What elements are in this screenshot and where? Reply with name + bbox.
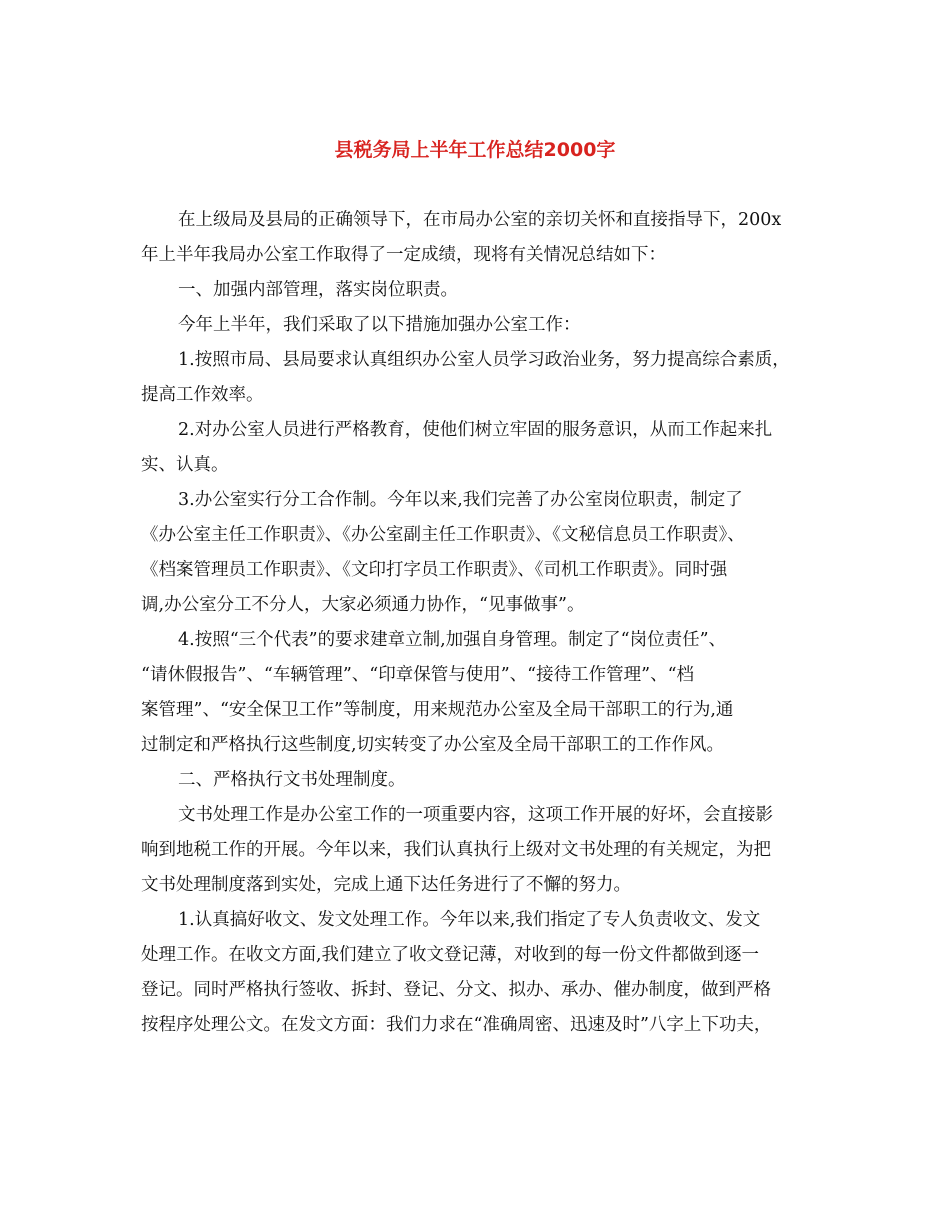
text-line: 二、严格执行文书处理制度。 [178, 770, 406, 790]
text-line: 调,办公室分工不分人，大家必须通力协作，“见事做事”。 [141, 595, 585, 615]
text-line: 响到地税工作的开展。今年以来，我们认真执行上级对文书处理的有关规定，为把 [141, 840, 771, 860]
text-line: 过制定和严格执行这些制度,切实转变了办公室及全局干部职工的工作作风。 [141, 735, 725, 755]
text-line: 按程序处理公文。在发文方面：我们力求在“准确周密、迅速及时”八字上下功夫， [141, 1015, 772, 1035]
text-line: “请休假报告”、“车辆管理”、“印章保管与使用”、“接待工作管理”、“档 [141, 665, 695, 685]
text-line: 4.按照“三个代表”的要求建章立制,加强自身管理。制定了“岗位责任”、 [178, 630, 727, 650]
text-line: 3.办公室实行分工合作制。今年以来,我们完善了办公室岗位职责，制定了 [178, 490, 743, 510]
text-line: 在上级局及县局的正确领导下，在市局办公室的亲切关怀和直接指导下，200x [178, 210, 782, 230]
text-line: 文书处理制度落到实处，完成上通下达任务进行了不懈的努力。 [141, 875, 631, 895]
text-line: 1.认真搞好收文、发文处理工作。今年以来,我们指定了专人负责收文、发文 [178, 910, 761, 930]
text-line: 年上半年我局办公室工作取得了一定成绩，现将有关情况总结如下： [141, 245, 666, 265]
text-line: 一、加强内部管理，落实岗位职责。 [178, 280, 458, 300]
text-line: 处理工作。在收文方面,我们建立了收文登记薄，对收到的每一份文件都做到逐一 [141, 945, 760, 965]
text-line: 《办公室主任工作职责》、《办公室副主任工作职责》、《文秘信息员工作职责》、 [141, 525, 745, 545]
document-body [141, 203, 831, 1043]
text-line: 《档案管理员工作职责》、《文印打字员工作职责》、《司机工作职责》。同时强 [141, 560, 728, 580]
text-line: 提高工作效率。 [141, 385, 264, 405]
text-line: 文书处理工作是办公室工作的一项重要内容，这项工作开展的好坏，会直接影 [178, 805, 773, 825]
text-line: 实、认真。 [141, 455, 229, 475]
text-line: 登记。同时严格执行签收、拆封、登记、分文、拟办、承办、催办制度，做到严格 [141, 980, 771, 1000]
text-line: 案管理”、“安全保卫工作”等制度，用来规范办公室及全局干部职工的行为,通 [141, 700, 734, 720]
document-title: 县税务局上半年工作总结2000字 [334, 139, 616, 161]
text-line: 2.对办公室人员进行严格教育，使他们树立牢固的服务意识，从而工作起来扎 [178, 420, 773, 440]
text-line: 今年上半年，我们采取了以下措施加强办公室工作： [178, 315, 581, 335]
text-line: 1.按照市局、县局要求认真组织办公室人员学习政治业务，努力提高综合素质， [178, 350, 790, 370]
